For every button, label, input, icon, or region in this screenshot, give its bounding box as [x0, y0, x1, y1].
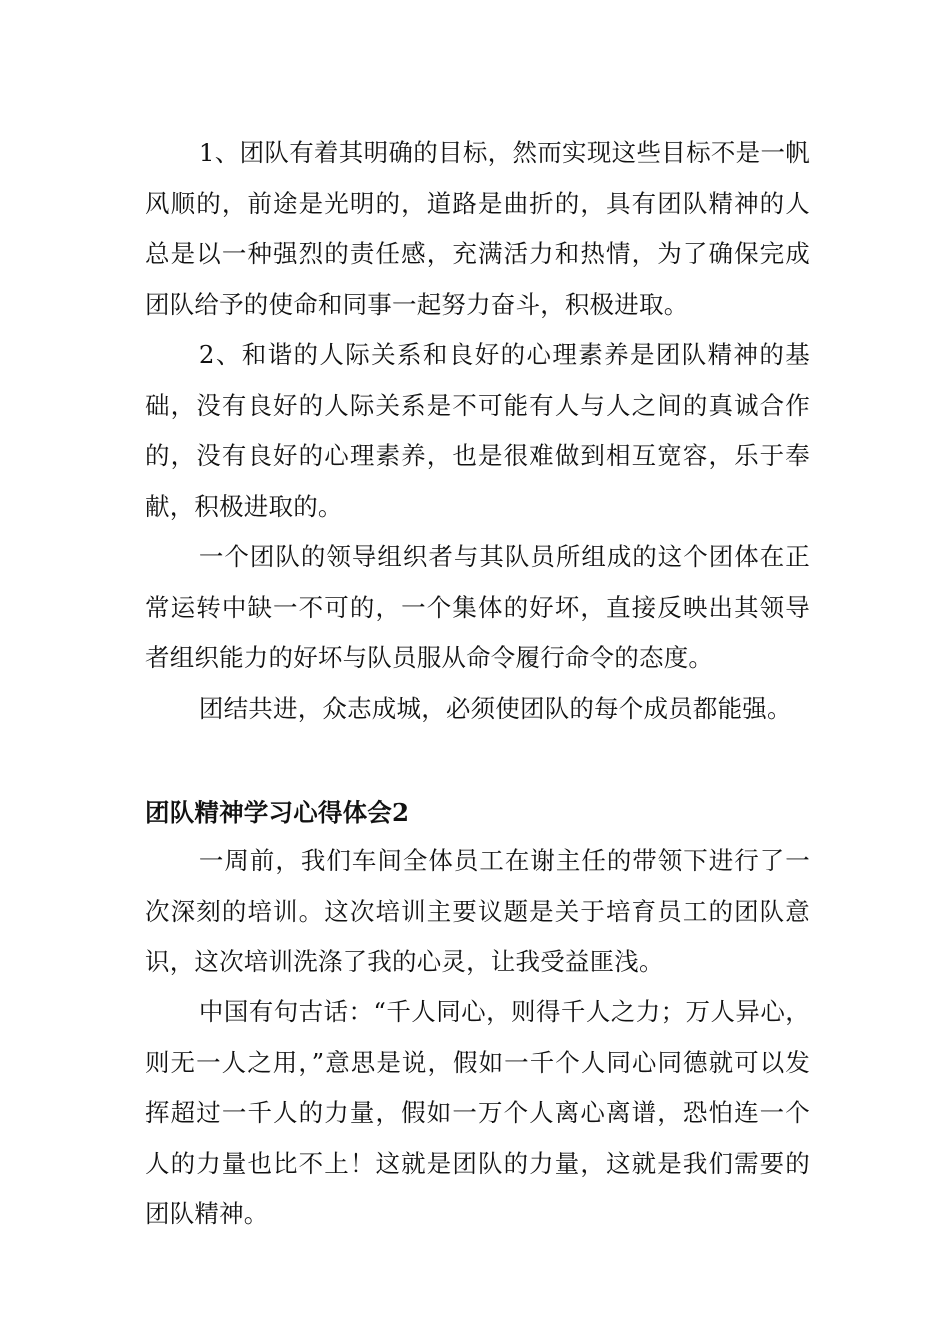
paragraph-goal: 1、团队有着其明确的目标，然而实现这些目标不是一帆风顺的，前途是光明的，道路是曲折的，具有团队精神的人总是以一种强烈的责任感，充满活力和热情，为了确保完成团队给予的使命和同事一起努力奋斗，积极进取。 [145, 138, 810, 319]
paragraph-relationships: 2、和谐的人际关系和良好的心理素养是团队精神的基础，没有良好的人际关系是不可能有人与人之间的真诚合作的，没有良好的心理素养，也是很难做到相互宽容，乐于奉献，积极进取的。 [145, 340, 810, 521]
paragraph-training: 一周前，我们车间全体员工在谢主任的带领下进行了一次深刻的培训。这次培训主要议题是关于培育员工的团队意识，这次培训洗涤了我的心灵，让我受益匪浅。 [145, 846, 810, 976]
section-title: 团队精神学习心得体会2 [145, 798, 410, 827]
paragraph-proverb: 中国有句古话：“千人同心，则得千人之力；万人异心，则无一人之用，”意思是说，假如一千个人同心同德就可以发挥超过一千人的力量，假如一万个人离心离谱，恐怕连一个人的力量也比不上！这就是团队的力量，这就是我们需要的团队精神。 [145, 997, 810, 1228]
paragraph-unity: 团结共进，众志成城，必须使团队的每个成员都能强。 [198, 694, 792, 723]
paragraph-leadership: 一个团队的领导组织者与其队员所组成的这个团体在正常运转中缺一不可的，一个集体的好坏，直接反映出其领导者组织能力的好坏与队员服从命令履行命令的态度。 [145, 542, 810, 672]
